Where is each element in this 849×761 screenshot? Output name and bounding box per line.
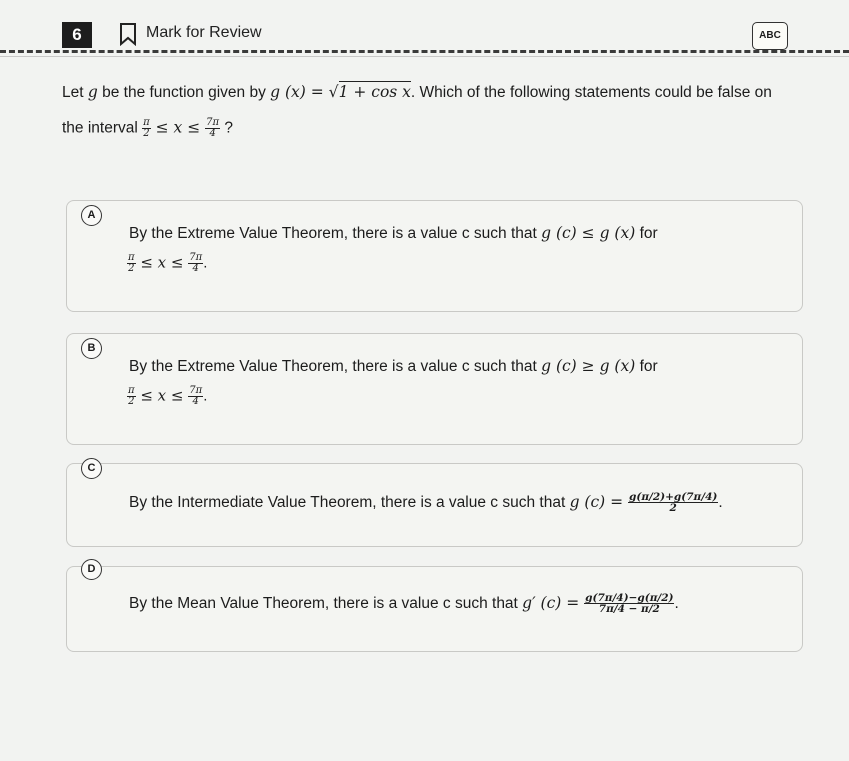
stem-suffix: . Which of the following statements could be false on [410, 84, 772, 101]
choice-letter-a: A [81, 205, 102, 226]
interval-suffix: ? [220, 119, 234, 137]
answer-choice-d[interactable] [66, 563, 803, 652]
abc-eliminator-button[interactable] [752, 22, 788, 50]
bookmark-icon[interactable] [118, 22, 138, 46]
choice-b-interval: $\frac{\pi}{2}$ ≤ x ≤ $\frac{7\pi}{4}$ . [128, 385, 208, 407]
stem-radicand: 1 + cos x [338, 83, 411, 101]
stem-var: g [87, 83, 98, 101]
choice-letter-c: C [81, 458, 102, 479]
interval-high-fraction: $\frac{7\pi}{4}$ [206, 117, 220, 139]
question-stem [62, 82, 822, 103]
stem-text-mid: be the function given by [97, 84, 271, 101]
question-number: 6 [62, 22, 92, 48]
choice-letter-d: D [81, 559, 102, 580]
choice-a-interval: $\frac{\pi}{2}$ ≤ x ≤ $\frac{7\pi}{4}$ . [128, 252, 208, 274]
interval-prefix: the interval [62, 119, 143, 137]
mark-for-review-button[interactable]: Mark for Review [146, 24, 262, 41]
question-header [0, 0, 849, 58]
stem-function: g (x) = [270, 83, 329, 101]
stem-text: Let [62, 84, 88, 101]
choice-d-text: By the Mean Value Theorem, there is a value c such that g′ (c) = $\frac{g(7\pi/4)-g(\pi/2)}{7\pi/4 - \pi/2}$ . [129, 592, 679, 616]
choice-c-fraction: $\frac{g(\pi/2)+g(7\pi/4)}{2}$ [629, 491, 718, 515]
choice-c-text: By the Intermediate Value Theorem, there is a value c such that g (c) = $\frac{g(\pi/2)+g(7\pi/4)}{2}$ . [129, 491, 723, 515]
choice-letter-b: B [81, 338, 102, 359]
choice-a-text: By the Extreme Value Theorem, there is a value c such that g (c) ≤ g (x) for [129, 224, 658, 242]
header-divider [0, 56, 849, 57]
interval-low-fraction: $\frac{\pi}{2}$ [143, 117, 150, 139]
header-divider-dashed [0, 50, 849, 53]
answer-choice-b[interactable] [66, 333, 803, 445]
answer-choice-a[interactable] [66, 200, 803, 312]
answer-choice-c[interactable] [66, 463, 803, 547]
sqrt-symbol: √ [328, 83, 339, 101]
choice-b-text: By the Extreme Value Theorem, there is a value c such that g (c) ≥ g (x) for [129, 357, 658, 375]
abc-eliminator-label: ABC [759, 30, 781, 41]
question-interval [62, 118, 233, 139]
choice-d-fraction: $\frac{g(7\pi/4)-g(\pi/2)}{7\pi/4 - \pi/2}$ [585, 592, 674, 616]
interval-operator: ≤ x ≤ [150, 118, 206, 137]
